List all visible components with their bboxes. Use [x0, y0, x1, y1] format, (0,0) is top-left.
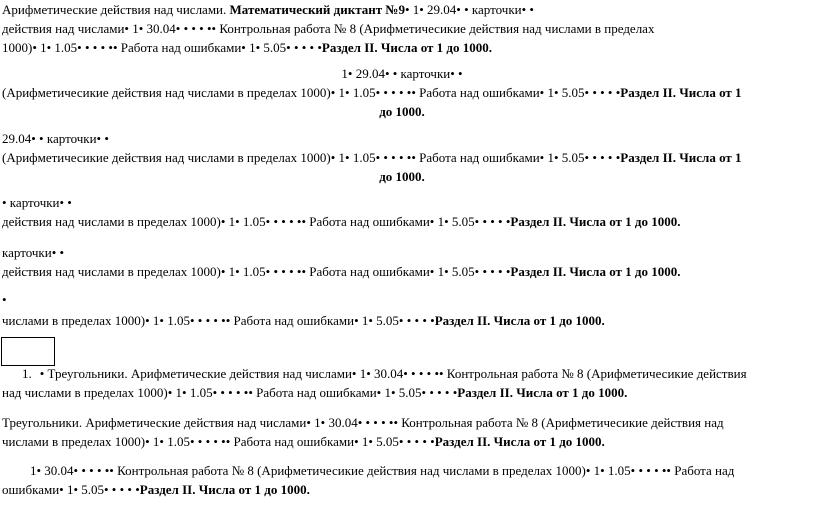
line	[2, 102, 802, 121]
line	[2, 461, 802, 480]
paragraph-1	[2, 0, 802, 57]
bullet-text: •	[2, 292, 7, 307]
text: действия над числами• 1• 30.04• • • • •• Контрольная работа № 8 (Арифметичесикие действия над числами в пределах	[2, 21, 655, 36]
paragraph-4	[2, 193, 802, 231]
text: числами в пределах 1000)• 1• 1.05• • • • •• Работа над ошибками• 1• 5.05• • • • •	[2, 313, 435, 328]
line	[2, 413, 802, 432]
line	[2, 64, 802, 83]
text: • 1• 29.04• • карточки• •	[404, 2, 534, 17]
line	[2, 0, 802, 19]
text: Арифметические действия над числами.	[2, 2, 230, 17]
line	[2, 129, 802, 148]
text: числами в пределах 1000)• 1• 1.05• • • • •• Работа над ошибками• 1• 5.05• • • • •	[2, 434, 435, 449]
section-title: Раздел II. Числа от 1 до 1000.	[510, 264, 681, 279]
heading-text: Математический диктант №9	[229, 2, 405, 17]
section-title: Раздел II. Числа от 1 до 1000.	[321, 40, 492, 55]
section-title-end: до 1000.	[379, 104, 425, 119]
text: действия над числами в пределах 1000)• 1• 1.05• • • • •• Работа над ошибками• 1• 5.05• • • • •	[2, 264, 511, 279]
paragraph-6	[2, 290, 802, 330]
section-title-end: до 1000.	[379, 169, 425, 184]
text: • Треугольники. Арифметические действия над числами• 1• 30.04• • • • •• Контрольная работа № 8 (Арифметичесикие действия	[39, 366, 747, 381]
text: карточки• •	[2, 245, 65, 260]
text: (Арифметичесикие действия над числами в пределах 1000)• 1• 1.05• • • • •• Работа над ошибками• 1• 5.05• • • • •	[2, 85, 621, 100]
line	[2, 83, 802, 102]
line	[2, 193, 802, 212]
section-title: Раздел II. Числа от 1	[620, 150, 742, 165]
paragraph-5	[2, 243, 802, 281]
text: (Арифметичесикие действия над числами в пределах 1000)• 1• 1.05• • • • •• Работа над ошибками• 1• 5.05• • • • •	[2, 150, 621, 165]
line	[2, 364, 802, 383]
text: 1• 29.04• • карточки• •	[341, 66, 463, 81]
paragraph-9	[2, 461, 802, 499]
text: Треугольники. Арифметические действия над числами• 1• 30.04• • • • •• Контрольная работа № 8 (Арифметичесикие действия над	[2, 415, 724, 430]
text: действия над числами в пределах 1000)• 1• 1.05• • • • •• Работа над ошибками• 1• 5.05• • • • •	[2, 214, 511, 229]
section-title: Раздел II. Числа от 1 до 1000.	[434, 313, 605, 328]
line	[2, 480, 802, 499]
line	[2, 167, 802, 186]
text: 1• 30.04• • • • •• Контрольная работа № 8 (Арифметичесикие действия над числами в пределах 1000)• 1• 1.05• • • • •• Работа над	[30, 463, 735, 478]
line	[2, 290, 802, 309]
line	[2, 243, 802, 262]
text: над числами в пределах 1000)• 1• 1.05• • • • •• Работа над ошибками• 1• 5.05• • • • •	[2, 385, 458, 400]
list-number: 1.	[22, 366, 32, 381]
line	[2, 311, 802, 330]
paragraph-3	[2, 129, 802, 186]
paragraph-2	[2, 64, 802, 121]
empty-table-cell	[1, 337, 55, 366]
section-title: Раздел II. Числа от 1 до 1000.	[457, 385, 628, 400]
line	[2, 432, 802, 451]
paragraph-7	[2, 364, 802, 402]
line	[2, 383, 802, 402]
section-title: Раздел II. Числа от 1 до 1000.	[434, 434, 605, 449]
text: 1000)• 1• 1.05• • • • •• Работа над ошибками• 1• 5.05• • • • •	[2, 40, 322, 55]
paragraph-8	[2, 413, 802, 451]
section-title: Раздел II. Числа от 1	[620, 85, 742, 100]
line	[2, 148, 802, 167]
line	[2, 19, 802, 38]
text: • карточки• •	[2, 195, 72, 210]
text: 29.04• • карточки• •	[2, 131, 109, 146]
text: ошибками• 1• 5.05• • • • •	[2, 482, 140, 497]
line	[2, 262, 802, 281]
section-title: Раздел II. Числа от 1 до 1000.	[510, 214, 681, 229]
line	[2, 38, 802, 57]
line	[2, 212, 802, 231]
section-title: Раздел II. Числа от 1 до 1000.	[139, 482, 310, 497]
